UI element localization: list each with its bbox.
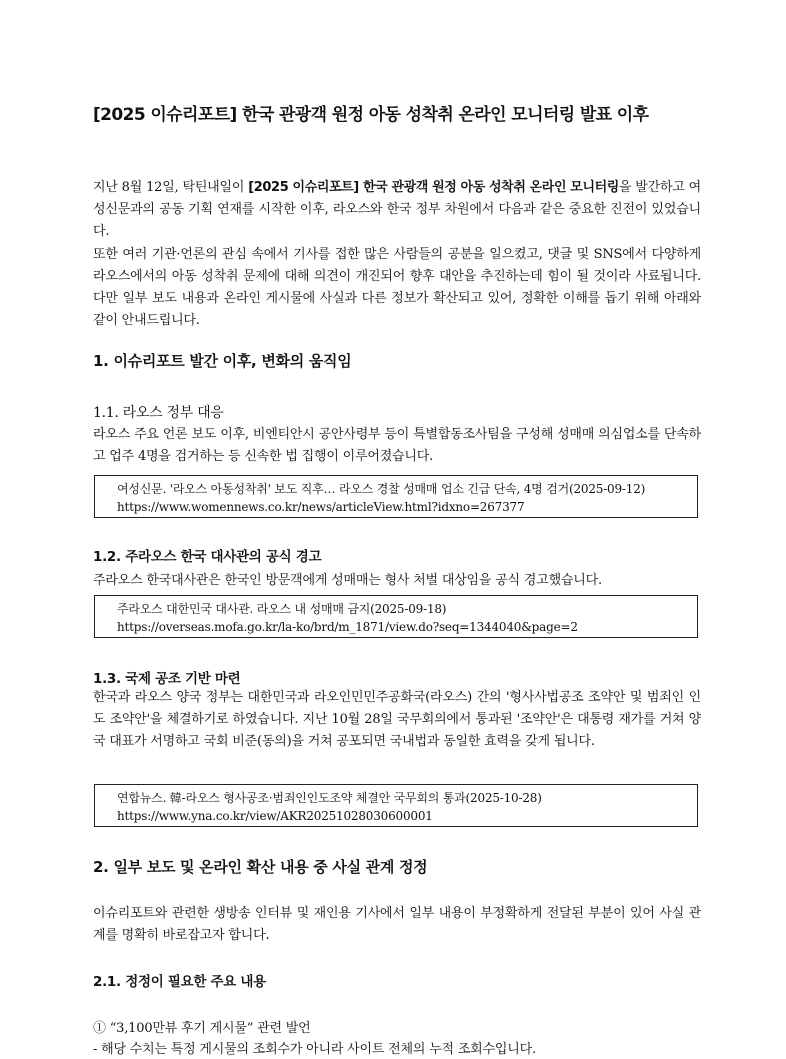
reference-title: 여성신문. '라오스 아동성착취' 보도 직후… 라오스 경찰 성매매 업소 긴급 단속, 4명 검거(2025-09-12) bbox=[117, 482, 646, 496]
reference-box bbox=[94, 475, 698, 518]
section-1-2-heading: 1.2. 주라오스 한국 대사관의 공식 경고 bbox=[93, 549, 322, 565]
section-1-1-heading: 1.1. 라오스 정부 대응 bbox=[93, 405, 224, 421]
intro-lead: 지난 8월 12일, 탁틴내일이 bbox=[93, 180, 249, 195]
section-1-3-heading: 1.3. 국제 공조 기반 마련 bbox=[93, 671, 241, 687]
reference-title: 연합뉴스. 韓-라오스 형사공조·범죄인인도조약 체결안 국무회의 통과(2025-10-28) bbox=[117, 791, 542, 805]
reference-box bbox=[94, 595, 698, 638]
intro-paragraph bbox=[93, 177, 701, 332]
section-1-1-body: 라오스 주요 언론 보도 이후, 비엔티안시 공안사령부 등이 특별합동조사팀을 구성해 성매매 의심업소를 단속하고 업주 4명을 검거하는 등 신속한 법 집행이 이루어졌습니다. bbox=[93, 427, 701, 465]
reference-url: https://www.womennews.co.kr/news/articleView.html?idxno=267377 bbox=[117, 500, 525, 514]
section-1-2-body: 주라오스 한국대사관은 한국인 방문객에게 성매매는 형사 처벌 대상임을 공식 경고했습니다. bbox=[93, 573, 602, 588]
intro-rest: 을 발간하고 여성신문과의 공동 기획 연재를 시작한 이후, 라오스와 한국 정부 차원에서 다음과 같은 중요한 진전이 있었습니다. bbox=[93, 180, 701, 240]
report-title-bold: [2025 이슈리포트] 한국 관광객 원정 아동 성착취 온라인 모니터링 bbox=[248, 180, 619, 195]
section-2-1-heading: 2.1. 정정이 필요한 주요 내용 bbox=[93, 974, 266, 990]
reference-url: https://overseas.mofa.go.kr/la-ko/brd/m_1871/view.do?seq=1344040&page=2 bbox=[117, 620, 578, 634]
correction-item-1: ① “3,100만뷰 후기 게시물” 관련 발언 bbox=[93, 1021, 311, 1036]
section-1-3-body: 한국과 라오스 양국 정부는 대한민국과 라오인민민주공화국(라오스) 간의 '형사사법공조 조약안 및 범죄인 인도 조약안'을 체결하기로 하였습니다. 지난 10월 28일 국무회의에서 통과된 '조약안'은 대통령 재가를 거쳐 양국 대표가 서명하고 국회 비준(동의)을 거쳐 공포되면 국내법과 동일한 효력을 갖게 됩니다. bbox=[93, 690, 701, 750]
reference-box bbox=[94, 784, 698, 827]
correction-item-1-note: - 해당 수치는 특정 게시물의 조회수가 아니라 사이트 전체의 누적 조회수입니다. bbox=[93, 1042, 536, 1057]
document-title: [2025 이슈리포트] 한국 관광객 원정 아동 성착취 온라인 모니터링 발표 이후 bbox=[93, 105, 649, 125]
section-1-heading: 1. 이슈리포트 발간 이후, 변화의 움직임 bbox=[93, 352, 352, 370]
intro-paragraph-2: 또한 여러 기관·언론의 관심 속에서 기사를 접한 많은 사람들의 공분을 일으켰고, 댓글 및 SNS에서 다양하게 라오스에서의 아동 성착취 문제에 대해 의견이 개진되어 향후 대안을 추진하는데 힘이 될 것이라 사료됩니다. 다만 일부 보도 내용과 온라인 게시물에 사실과 다른 정보가 확산되고 있어, 정확한 이해를 돕기 위해 아래와 같이 안내드립니다. bbox=[93, 246, 701, 329]
section-2-body: 이슈리포트와 관련한 생방송 인터뷰 및 재인용 기사에서 일부 내용이 부정확하게 전달된 부분이 있어 사실 관계를 명확히 바로잡고자 합니다. bbox=[93, 906, 701, 944]
reference-title: 주라오스 대한민국 대사관. 라오스 내 성매매 금지(2025-09-18) bbox=[117, 602, 447, 616]
reference-url: https://www.yna.co.kr/view/AKR20251028030600001 bbox=[117, 809, 433, 823]
section-2-heading: 2. 일부 보도 및 온라인 확산 내용 중 사실 관계 정정 bbox=[93, 858, 428, 876]
